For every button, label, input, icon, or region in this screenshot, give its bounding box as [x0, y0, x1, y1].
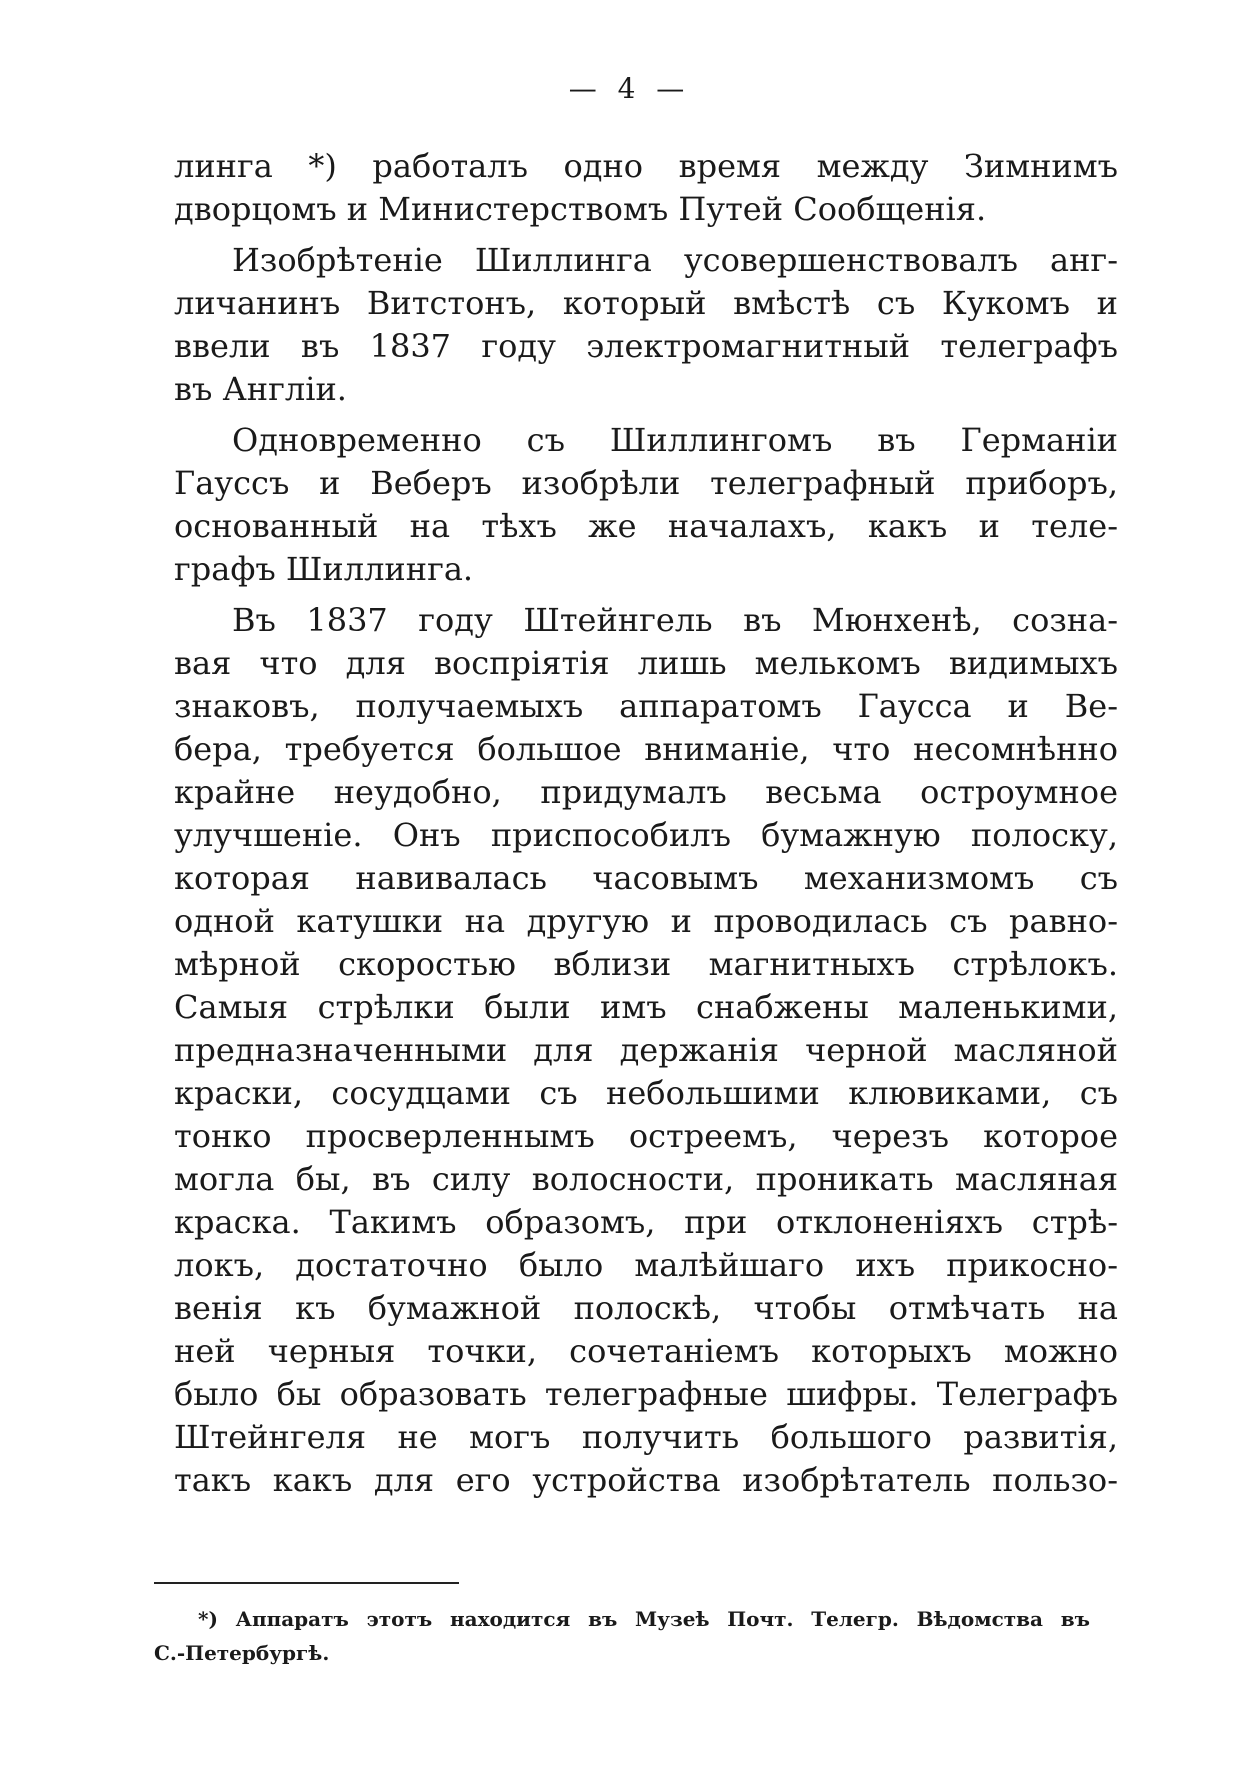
text-line: Изобрѣтеніе Шиллинга усовершенствовалъ анг- — [232, 241, 1118, 279]
text-line: краска. Такимъ образомъ, при отклоненіяхъ стрѣ- — [174, 1203, 1118, 1241]
text-line: могла бы, въ силу волосности, проникать масляная — [174, 1160, 1118, 1198]
text-line: бера, требуется большое вниманіе, что несомнѣнно — [174, 730, 1118, 768]
text-line: ввели въ 1837 году электромагнитный телеграфъ — [174, 327, 1118, 365]
text-line: знаковъ, получаемыхъ аппаратомъ Гаусса и Ве- — [174, 687, 1118, 725]
text-line: Самыя стрѣлки были имъ снабжены маленькими, — [174, 988, 1118, 1026]
text-line: графъ Шиллинга. — [174, 550, 474, 588]
text-line: Штейнгеля не могъ получить большого развитія, — [174, 1418, 1118, 1456]
footnote-line: С.-Петербургѣ. — [154, 1641, 330, 1665]
footnote — [154, 1602, 1090, 1670]
text-line: линга *) работалъ одно время между Зимнимъ — [174, 147, 1118, 185]
text-line: одной катушки на другую и проводилась съ равно- — [174, 902, 1118, 940]
text-line: предназначенными для держанія черной масляной — [174, 1031, 1118, 1069]
text-line: было бы образовать телеграфные шифры. Телеграфъ — [174, 1375, 1118, 1413]
text-line: въ Англіи. — [174, 370, 347, 408]
text-line: Одновременно съ Шиллингомъ въ Германіи — [232, 421, 1118, 459]
text-line: ней черныя точки, сочетаніемъ которыхъ можно — [174, 1332, 1118, 1370]
text-line: крайне неудобно, придумалъ весьма остроумное — [174, 773, 1118, 811]
paragraph — [174, 145, 1118, 231]
text-line: Гауссъ и Веберъ изобрѣли телеграфный приборъ, — [174, 464, 1118, 502]
text-line: мѣрной скоростью вблизи магнитныхъ стрѣлокъ. — [174, 945, 1118, 983]
page-number: — 4 — — [568, 72, 691, 105]
text-line: улучшеніе. Онъ приспособилъ бумажную полоску, — [174, 816, 1118, 854]
text-line: вая что для воспріятія лишь мелькомъ видимыхъ — [174, 644, 1118, 682]
text-line: тонко просверленнымъ остреемъ, черезъ которое — [174, 1117, 1118, 1155]
paragraph — [174, 599, 1118, 1502]
text-line: личанинъ Витстонъ, который вмѣстѣ съ Кукомъ и — [174, 284, 1118, 322]
text-line: венія къ бумажной полоскѣ, чтобы отмѣчать на — [174, 1289, 1118, 1327]
paragraph — [174, 419, 1118, 591]
text-line: краски, сосудцами съ небольшими клювиками, съ — [174, 1074, 1118, 1112]
footnote-divider — [154, 1582, 459, 1584]
text-line: которая навивалась часовымъ механизмомъ съ — [174, 859, 1118, 897]
footnote-line: *) Аппаратъ этотъ находится въ Музеѣ Почт. Телегр. Вѣдомства въ — [198, 1607, 1090, 1631]
body-text — [174, 145, 1118, 1510]
text-line: дворцомъ и Министерствомъ Путей Сообщенія. — [174, 190, 987, 228]
text-line: основанный на тѣхъ же началахъ, какъ и теле- — [174, 507, 1118, 545]
text-line: локъ, достаточно было малѣйшаго ихъ прикосно- — [174, 1246, 1118, 1284]
text-line: Въ 1837 году Штейнгель въ Мюнхенѣ, созна- — [232, 601, 1118, 639]
text-line: такъ какъ для его устройства изобрѣтатель пользо- — [174, 1461, 1118, 1499]
paragraph — [174, 239, 1118, 411]
